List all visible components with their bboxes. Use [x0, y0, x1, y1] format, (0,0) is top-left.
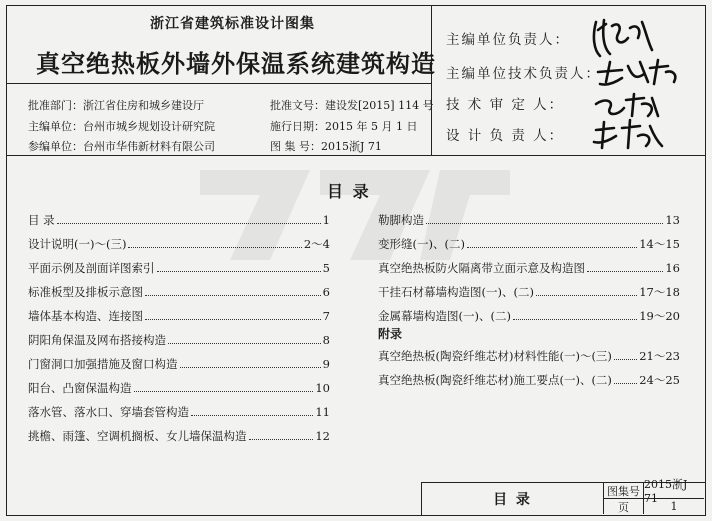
toc-entry-page: 14～15 [639, 237, 680, 251]
leader-dots [467, 247, 637, 248]
leader-dots [536, 295, 637, 296]
leader-dots [145, 295, 321, 296]
toc-entry-label: 设计说明(一)～(三) [28, 237, 127, 251]
leader-dots [134, 391, 314, 392]
toc-entry-label: 真空绝热板防火隔离带立面示意及构造图 [378, 261, 585, 275]
header-divider [6, 155, 706, 156]
page-number: 1 [670, 500, 678, 513]
leader-dots [426, 223, 663, 224]
leader-dots [614, 383, 637, 384]
toc-entry-label: 落水管、落水口、穿墙套管构造 [28, 405, 189, 419]
leader-dots [57, 223, 321, 224]
toc-entry-page: 9 [322, 357, 330, 371]
toc-entry-label: 干挂石材幕墙构造图(一)、(二) [378, 285, 534, 299]
toc-entry-page: 8 [322, 333, 330, 347]
toc-entry[interactable] [378, 212, 680, 230]
toc-entry-label: 变形缝(一)、(二) [378, 237, 465, 251]
leader-dots [168, 343, 321, 344]
toc-entry-label: 真空绝热板(陶瓷纤维芯材)施工要点(一)、(二) [378, 373, 612, 387]
effective-date: 施行日期：2015 年 5 月 1 日 [270, 120, 418, 133]
approval-document-number: 批准文号：建设发[2015] 114 号 [270, 99, 434, 112]
toc-entry[interactable] [378, 284, 680, 302]
chief-editor-technical-leader-label: 主编单位技术负责人： [446, 66, 601, 82]
toc-entry[interactable] [378, 348, 680, 366]
atlas-number-label: 图集号 [604, 483, 644, 499]
technical-reviewer-label: 技 术 审 定 人： [446, 97, 565, 113]
atlas-number-value: 2015浙J 71 [644, 483, 704, 499]
toc-entry-page: 1 [322, 213, 330, 227]
toc-entry-page: 24～25 [639, 373, 680, 387]
toc-entry[interactable] [28, 236, 330, 254]
approval-department: 批准部门：浙江省住房和城乡建设厅 [28, 99, 204, 112]
toc-entry[interactable] [28, 260, 330, 278]
toc-entry-page: 10 [315, 381, 330, 395]
toc-entry[interactable] [378, 236, 680, 254]
toc-entry-label: 勒脚构造 [378, 213, 424, 227]
handwritten-signatures [588, 12, 698, 152]
leader-dots [180, 367, 321, 368]
toc-entry[interactable] [28, 356, 330, 374]
toc-entry-label: 门窗洞口加强措施及窗口构造 [28, 357, 178, 371]
series-name: 浙江省建筑标准设计图集 [150, 16, 315, 32]
toc-entry-page: 17～18 [639, 285, 680, 299]
leader-dots [587, 271, 663, 272]
leader-dots [513, 319, 637, 320]
toc-entry[interactable] [378, 260, 680, 278]
toc-entry[interactable] [28, 428, 330, 446]
design-leader-label: 设 计 负 责 人： [446, 128, 565, 144]
header-title-divider [6, 83, 431, 84]
toc-entry-page: 13 [665, 213, 680, 227]
toc-entry-label: 真空绝热板(陶瓷纤维芯材)材料性能(一)～(三) [378, 349, 612, 363]
toc-entry[interactable] [378, 372, 680, 390]
toc-entry-page: 6 [322, 285, 330, 299]
leader-dots [614, 359, 637, 360]
toc-entry-page: 16 [665, 261, 680, 275]
toc-entry-page: 19～20 [639, 309, 680, 323]
toc-entry[interactable] [28, 332, 330, 350]
toc-entry[interactable] [28, 284, 330, 302]
participant-unit: 参编单位：台州市华伟新材料有限公司 [28, 140, 215, 153]
leader-dots [145, 319, 321, 320]
page-label: 页 [604, 499, 644, 514]
leader-dots [191, 415, 313, 416]
title-block [421, 478, 706, 516]
toc-entry[interactable] [378, 308, 680, 326]
toc-entry-label: 平面示例及剖面详图索引 [28, 261, 155, 275]
header-vertical-divider [431, 5, 432, 155]
toc-entry-label: 标准板型及排板示意图 [28, 285, 143, 299]
toc-entry-label: 阴阳角保温及网布搭接构造 [28, 333, 166, 347]
atlas-title: 真空绝热板外墙外保温系统建筑构造 [36, 49, 436, 78]
toc-entry[interactable] [28, 380, 330, 398]
toc-title: 目 录 [327, 182, 371, 201]
atlas-number: 图 集 号：2015浙J 71 [270, 140, 382, 153]
toc-entry[interactable] [28, 404, 330, 422]
title-block-name: 目 录 [422, 483, 604, 514]
toc-entry-page: 21～23 [639, 349, 680, 363]
toc-entry[interactable] [28, 212, 330, 230]
toc-entry-page: 2～4 [303, 237, 330, 251]
leader-dots [157, 271, 321, 272]
editor-unit: 主编单位：台州市城乡规划设计研究院 [28, 120, 215, 133]
toc-entry-label: 阳台、凸窗保温构造 [28, 381, 132, 395]
toc-entry-page: 11 [315, 405, 330, 419]
chief-editor-unit-leader-label: 主编单位负责人： [446, 32, 570, 48]
leader-dots [249, 439, 314, 440]
leader-dots [128, 247, 301, 248]
toc-entry-label: 挑檐、雨篷、空调机搁板、女儿墙保温构造 [28, 429, 247, 443]
toc-entry-label: 墙体基本构造、连接图 [28, 309, 143, 323]
toc-entry-label: 金属幕墙构造图(一)、(二) [378, 309, 511, 323]
appendix-heading: 附录 [378, 327, 403, 341]
toc-entry-page: 7 [322, 309, 330, 323]
toc-entry-label: 目 录 [28, 213, 55, 227]
toc-entry[interactable] [28, 308, 330, 326]
toc-entry-page: 12 [315, 429, 330, 443]
toc-entry-page: 5 [322, 261, 330, 275]
